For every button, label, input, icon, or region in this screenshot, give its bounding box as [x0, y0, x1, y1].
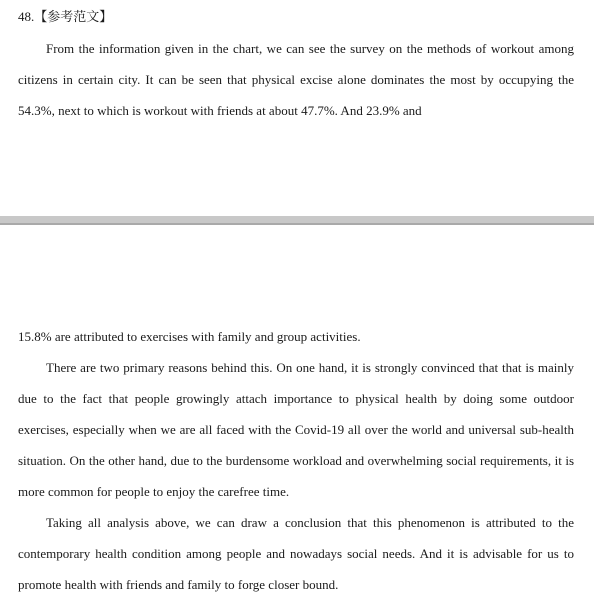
- paragraph-3: Taking all analysis above, we can draw a conclusion that this phenomenon is attributed to the contemporary health condition among people and nowadays social needs. And it is advisable for us to promote health with friends and family to forge closer bound.: [18, 515, 574, 592]
- document-page-1: [0, 0, 594, 216]
- paragraph-1-part-1: From the information given in the chart, we can see the survey on the methods of workout among citizens in certain city. It can be seen that physical excise alone dominates the most by occupying the 54.3%, next to which is workout with friends at about 47.7%. And 23.9% and: [18, 41, 574, 118]
- paragraph-1-part-2: 15.8% are attributed to exercises with family and group activities.: [18, 329, 361, 344]
- paragraph-2: There are two primary reasons behind this. On one hand, it is strongly convinced that that is mainly due to the fact that people growingly attach importance to physical health by doing some outdoor exercises, especially when we are all faced with the Covid-19 all over the world and universal sub-health situation. On the other hand, due to the burdensome workload and overwhelming social requirements, it is more common for people to enjoy the carefree time.: [18, 360, 574, 499]
- document-page-2: [0, 225, 594, 604]
- essay-heading: 48.【参考范文】: [18, 9, 113, 24]
- page-separator: [0, 216, 594, 225]
